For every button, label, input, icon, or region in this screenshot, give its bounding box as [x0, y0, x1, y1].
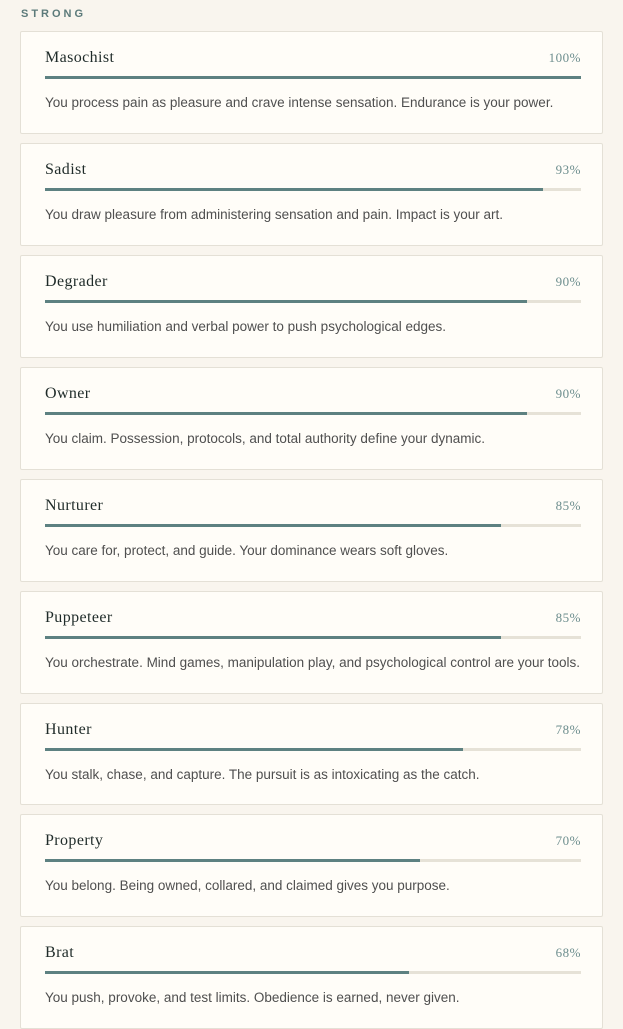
archetype-card-list	[20, 31, 603, 1029]
section-header-strong: STRONG	[21, 8, 87, 20]
archetype-description: You care for, protect, and guide. Your dominance wears soft gloves.	[45, 542, 449, 558]
archetype-name: Hunter	[45, 720, 92, 738]
archetype-percent: 78%	[555, 721, 581, 737]
archetype-name: Puppeteer	[45, 608, 113, 626]
progress-bar-track	[45, 76, 581, 79]
archetype-card-header	[45, 161, 581, 179]
progress-bar-track	[45, 412, 581, 415]
progress-bar-fill	[45, 636, 501, 639]
archetype-percent: 68%	[555, 945, 581, 961]
archetype-name: Property	[45, 832, 104, 850]
archetype-percent: 85%	[555, 497, 581, 513]
archetype-card	[20, 926, 603, 1029]
archetype-percent: 100%	[548, 50, 581, 65]
archetype-card-header	[45, 385, 581, 403]
progress-bar-fill	[45, 412, 527, 415]
archetype-percent: 85%	[555, 609, 581, 625]
archetype-card	[20, 255, 603, 358]
archetype-description: You process pain as pleasure and crave intense sensation. Endurance is your power.	[45, 95, 554, 110]
progress-bar-track	[45, 300, 581, 303]
archetype-name: Brat	[45, 944, 75, 962]
archetype-card	[20, 703, 603, 806]
archetype-percent: 93%	[555, 161, 581, 177]
progress-bar-track	[45, 748, 581, 751]
archetype-card-header	[45, 721, 581, 739]
archetype-card-header	[45, 944, 581, 962]
archetype-description: You draw pleasure from administering sensation and pain. Impact is your art.	[45, 206, 503, 222]
archetype-description: You claim. Possession, protocols, and total authority define your dynamic.	[45, 430, 485, 446]
archetype-card-header	[45, 273, 581, 291]
archetype-name: Degrader	[45, 272, 108, 290]
progress-bar-track	[45, 859, 581, 862]
progress-bar-fill	[45, 859, 420, 862]
archetype-card	[20, 143, 603, 246]
archetype-card-header	[45, 832, 581, 850]
archetype-percent: 90%	[555, 273, 581, 289]
archetype-name: Sadist	[45, 160, 87, 178]
archetype-card	[20, 591, 603, 694]
archetype-description: You belong. Being owned, collared, and claimed gives you purpose.	[45, 878, 450, 894]
progress-bar-track	[45, 971, 581, 974]
archetype-name: Masochist	[45, 49, 115, 66]
archetype-card	[20, 479, 603, 582]
progress-bar-fill	[45, 971, 409, 974]
archetype-card	[20, 31, 603, 134]
archetype-card	[20, 367, 603, 470]
archetype-card-header	[45, 497, 581, 515]
progress-bar-track	[45, 636, 581, 639]
progress-bar-fill	[45, 188, 543, 191]
archetype-description: You stalk, chase, and capture. The pursuit is as intoxicating as the catch.	[45, 766, 480, 782]
archetype-name: Nurturer	[45, 496, 104, 514]
progress-bar-fill	[45, 748, 463, 751]
archetype-description: You push, provoke, and test limits. Obedience is earned, never given.	[45, 990, 460, 1006]
archetype-name: Owner	[45, 384, 91, 402]
archetype-percent: 90%	[555, 385, 581, 401]
archetype-description: You use humiliation and verbal power to push psychological edges.	[45, 318, 447, 334]
archetype-card-header	[45, 49, 581, 67]
archetype-card-header	[45, 609, 581, 627]
progress-bar-fill	[45, 524, 501, 527]
archetype-percent: 70%	[555, 833, 581, 849]
progress-bar-track	[45, 188, 581, 191]
progress-bar-fill	[45, 300, 527, 303]
progress-bar-track	[45, 524, 581, 527]
archetype-card	[20, 814, 603, 917]
archetype-description: You orchestrate. Mind games, manipulation play, and psychological control are your tools.	[45, 654, 581, 670]
progress-bar-fill	[45, 76, 581, 79]
